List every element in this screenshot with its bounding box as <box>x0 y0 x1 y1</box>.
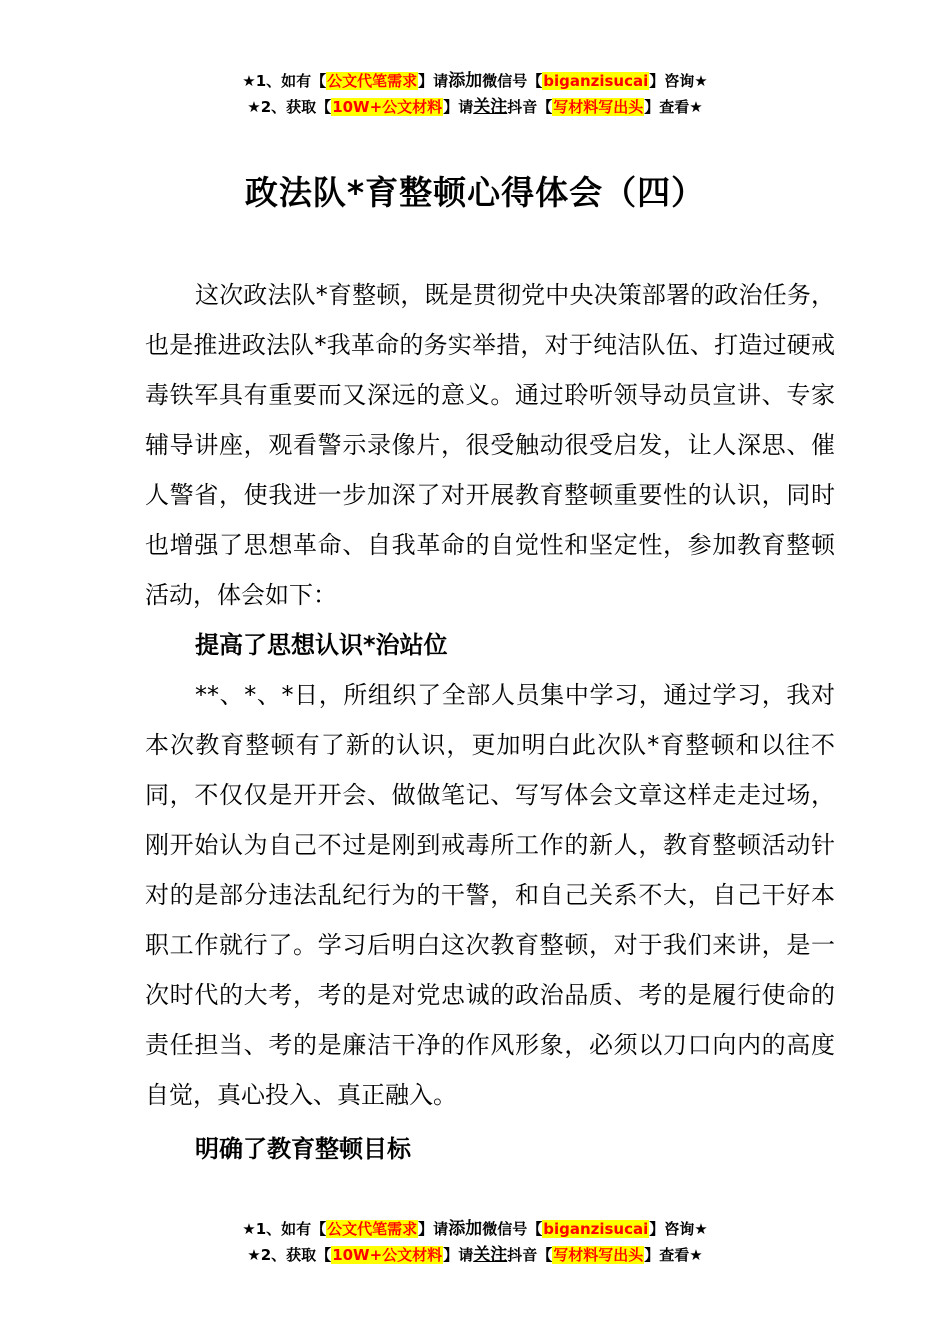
paragraph-intro: 这次政法队*育整顿，既是贯彻党中央决策部署的政治任务，也是推进政法队*我革命的务实举措，对于纯洁队伍、打造过硬戒毒铁军具有重要而又深远的意义。通过聆听领导动员宣讲、专家辅导讲座，观看警示录像片，很受触动很受启发，让人深思、催人警省，使我进一步加深了对开展教育整顿重要性的认识，同时也增强了思想革命、自我革命的自觉性和坚定性，参加教育整顿活动，体会如下： <box>145 281 835 609</box>
banner-line-2: ★2、获取【10W+公文材料】请关注抖音【写材料写出头】查看★ <box>247 97 703 117</box>
banner-line-2: ★2、获取【10W+公文材料】请关注抖音【写材料写出头】查看★ <box>247 1245 703 1265</box>
banner-highlight: 公文代笔需求 <box>327 1220 418 1238</box>
banner-line-1: ★1、如有【公文代笔需求】请添加微信号【biganzisucai】咨询★ <box>242 1219 708 1239</box>
document-body <box>145 270 835 1174</box>
banner-highlight: 10W+公文材料 <box>332 98 443 116</box>
footer-banner <box>0 1216 950 1268</box>
banner-highlight: biganzisucai <box>543 72 649 90</box>
section-heading-2: 明确了教育整顿目标 <box>195 1135 411 1163</box>
header-banner <box>0 68 950 120</box>
banner-highlight: 写材料写出头 <box>553 98 644 116</box>
banner-highlight: 写材料写出头 <box>553 1246 644 1264</box>
paragraph-section-1: **、*、*日，所组织了全部人员集中学习，通过学习，我对本次教育整顿有了新的认识，更加明白此次队*育整顿和以往不同，不仅仅是开开会、做做笔记、写写体会文章这样走走过场，刚开始认为自己不过是刚到戒毒所工作的新人，教育整顿活动针对的是部分违法乱纪行为的干警，和自己关系不大，自己干好本职工作就行了。学习后明白这次教育整顿，对于我们来讲，是一次时代的大考，考的是对党忠诚的政治品质、考的是履行使命的责任担当、考的是廉洁干净的作风形象，必须以刀口向内的高度自觉，真心投入、真正融入。 <box>145 681 835 1109</box>
banner-highlight: 10W+公文材料 <box>332 1246 443 1264</box>
banner-line-1: ★1、如有【公文代笔需求】请添加微信号【biganzisucai】咨询★ <box>242 71 708 91</box>
section-heading-1: 提高了思想认识*治站位 <box>195 631 448 659</box>
document-title: 政法队*育整顿心得体会（四） <box>244 173 706 212</box>
banner-highlight: 公文代笔需求 <box>327 72 418 90</box>
banner-highlight: biganzisucai <box>543 1220 649 1238</box>
